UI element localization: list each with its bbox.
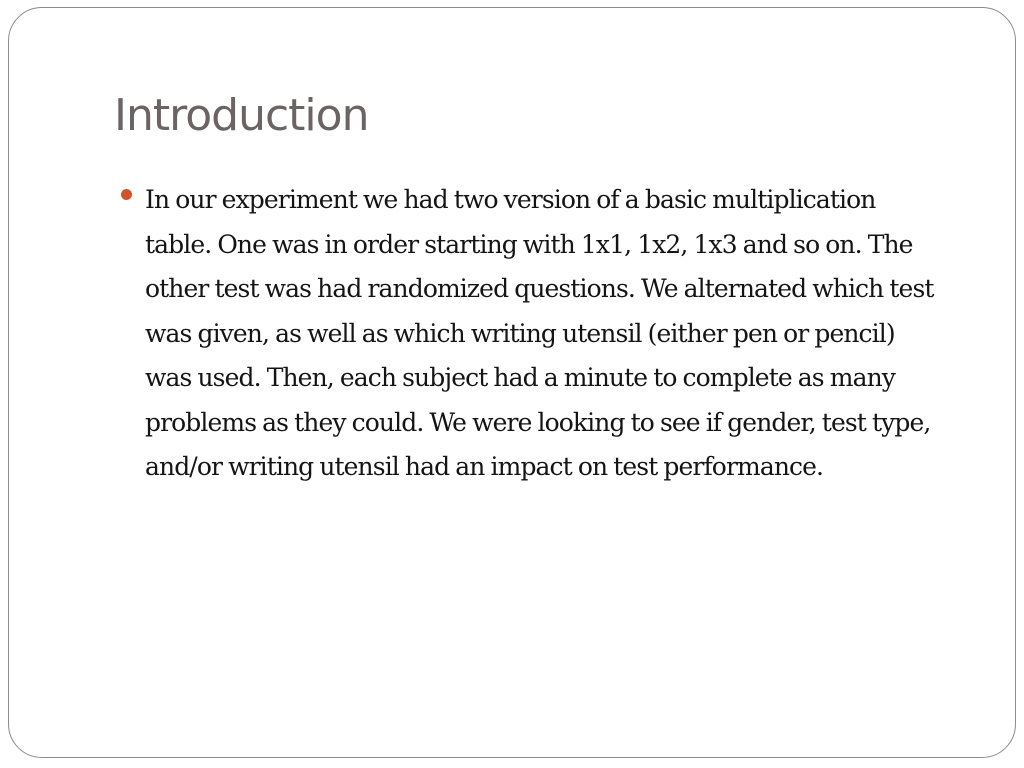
slide-title: Introduction	[114, 90, 369, 141]
bullet-list	[114, 178, 944, 490]
bullet-item	[114, 178, 944, 490]
bullet-dot-icon	[121, 189, 132, 200]
bullet-text: In our experiment we had two version of a basic multiplication table. One was in order starting with 1x1, 1x2, 1x3 and so on. The other test was had randomized questions. We alternated which test was given, as well as which writing utensil (either pen or pencil) was used. Then, each subject had a minute to complete as many problems as they could. We were looking to see if gender, test type, and/or writing utensil had an impact on test performance.	[145, 185, 934, 481]
slide-frame	[8, 7, 1016, 758]
